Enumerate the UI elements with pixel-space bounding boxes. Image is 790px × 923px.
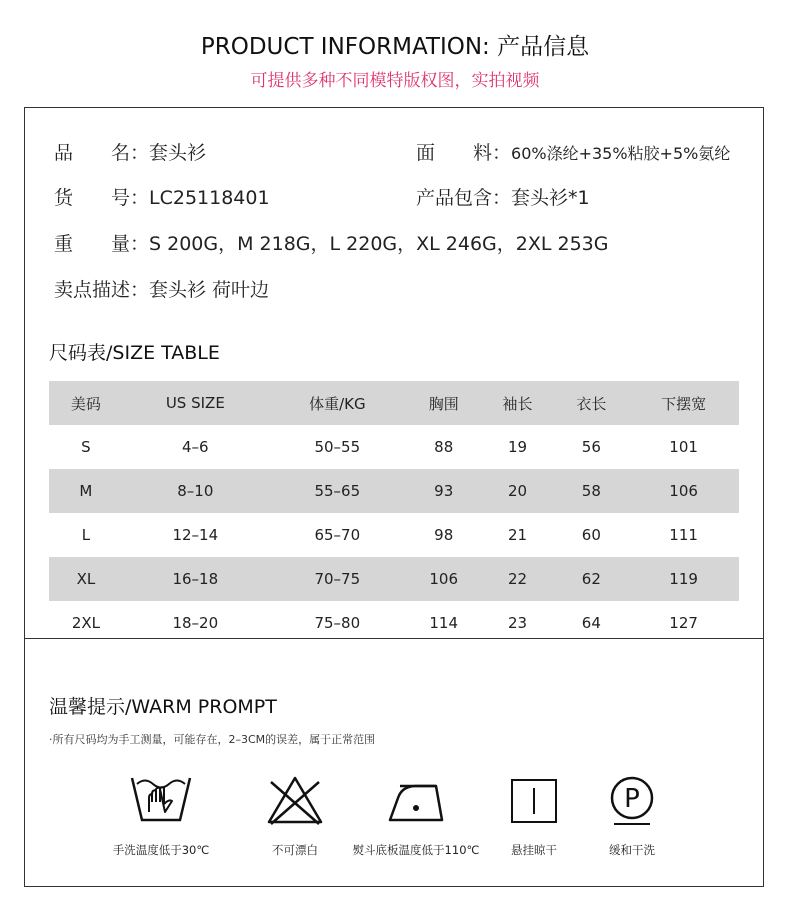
info-weight-label: 重 量： (54, 233, 150, 255)
line-dry-icon (502, 772, 566, 828)
info-name-value: 套头衫 (149, 142, 207, 164)
table-cell: 101 (669, 438, 698, 456)
table-cell: 2XL (71, 614, 100, 632)
table-cell: 16–18 (172, 570, 219, 588)
table-cell: 60 (581, 526, 601, 544)
table-cell: 23 (507, 614, 528, 632)
care-label: 悬挂晾干 (511, 843, 557, 857)
info-sku-label: 货 号： (54, 187, 150, 209)
table-cell: XL (76, 570, 96, 588)
care-iron-low (351, 772, 481, 858)
table-cell: 21 (507, 526, 528, 544)
table-cell: 62 (581, 570, 601, 588)
table-row (49, 601, 739, 645)
care-label: 不可漂白 (272, 843, 318, 857)
header-cell: 胸围 (428, 394, 459, 413)
page-title: PRODUCT INFORMATION: 产品信息 (200, 34, 590, 60)
table-cell: 93 (434, 482, 454, 500)
size-table-header-row (49, 381, 739, 425)
table-cell: 22 (507, 570, 528, 588)
table-cell: 50–55 (314, 438, 361, 456)
table-cell: 58 (581, 482, 601, 500)
table-cell: 65–70 (314, 526, 361, 544)
info-name-label: 品 名： (54, 142, 150, 164)
info-fabric (416, 138, 730, 165)
measurement-note: ·所有尺码均为手工测量，可能存在，2–3CM的误差，属于正常范围 (49, 733, 376, 746)
care-no-bleach (230, 772, 360, 858)
care-label: 熨斗底板温度低于110℃ (352, 843, 480, 857)
table-cell: 88 (434, 438, 454, 456)
info-sku-value: LC25118401 (149, 187, 270, 209)
table-cell: 56 (581, 438, 601, 456)
info-selling (54, 275, 269, 302)
table-row (49, 557, 739, 601)
care-hand-wash (96, 772, 226, 858)
info-weight (54, 229, 609, 256)
table-cell: M (79, 482, 93, 500)
header-cell: 衣长 (576, 394, 607, 413)
care-dry-clean (567, 772, 697, 858)
info-includes-value: 套头衫*1 (511, 187, 590, 209)
header-cell: 下摆宽 (661, 394, 707, 413)
table-row (49, 513, 739, 557)
table-cell: L (81, 526, 91, 544)
table-cell: 18–20 (172, 614, 219, 632)
table-cell: 64 (581, 614, 601, 632)
table-cell: 106 (669, 482, 698, 500)
info-fabric-value: 60%涤纶+35%粘胶+5%氨纶 (511, 144, 731, 163)
info-selling-value: 套头衫 荷叶边 (149, 279, 270, 301)
table-cell: 119 (669, 570, 698, 588)
table-cell: 127 (669, 614, 698, 632)
table-cell: 70–75 (314, 570, 361, 588)
size-table (49, 381, 739, 645)
info-sku (54, 183, 270, 210)
info-selling-label: 卖点描述： (54, 279, 150, 301)
table-cell: 75–80 (314, 614, 361, 632)
table-cell: 114 (429, 614, 459, 632)
info-weight-value: S 200G，M 218G，L 220G，XL 246G，2XL 253G (149, 233, 609, 255)
table-cell: 20 (507, 482, 528, 500)
table-cell: S (81, 438, 91, 456)
no-bleach-icon (263, 772, 327, 828)
table-cell: 98 (434, 526, 454, 544)
table-cell: 8–10 (177, 482, 214, 500)
info-includes-label: 产品包含： (416, 187, 512, 209)
table-cell: 111 (669, 526, 698, 544)
table-cell: 4–6 (182, 438, 209, 456)
size-table-title: 尺码表/SIZE TABLE (49, 342, 220, 364)
page-subtitle: 可提供多种不同模特版权图，实拍视频 (250, 71, 540, 91)
care-label: 手洗温度低于30℃ (112, 843, 210, 857)
dry-clean-p-icon (600, 772, 664, 828)
care-label: 缓和干洗 (609, 843, 655, 857)
table-row (49, 469, 739, 513)
warm-prompt-title: 温馨提示/WARM PROMPT (49, 696, 277, 718)
header-cell: 体重/KG (309, 394, 366, 413)
info-fabric-label: 面 料： (416, 142, 512, 164)
svg-text:P: P (624, 784, 640, 814)
header-cell: 袖长 (502, 394, 533, 413)
table-cell: 55–65 (314, 482, 361, 500)
header-cell: US SIZE (165, 394, 225, 412)
info-includes (416, 183, 590, 210)
table-cell: 12–14 (172, 526, 219, 544)
header-cell: 美码 (70, 394, 101, 413)
table-row (49, 425, 739, 469)
info-name (54, 138, 206, 165)
hand-wash-icon (129, 772, 193, 828)
iron-low-icon (384, 772, 448, 828)
table-cell: 19 (507, 438, 528, 456)
table-cell: 106 (429, 570, 459, 588)
